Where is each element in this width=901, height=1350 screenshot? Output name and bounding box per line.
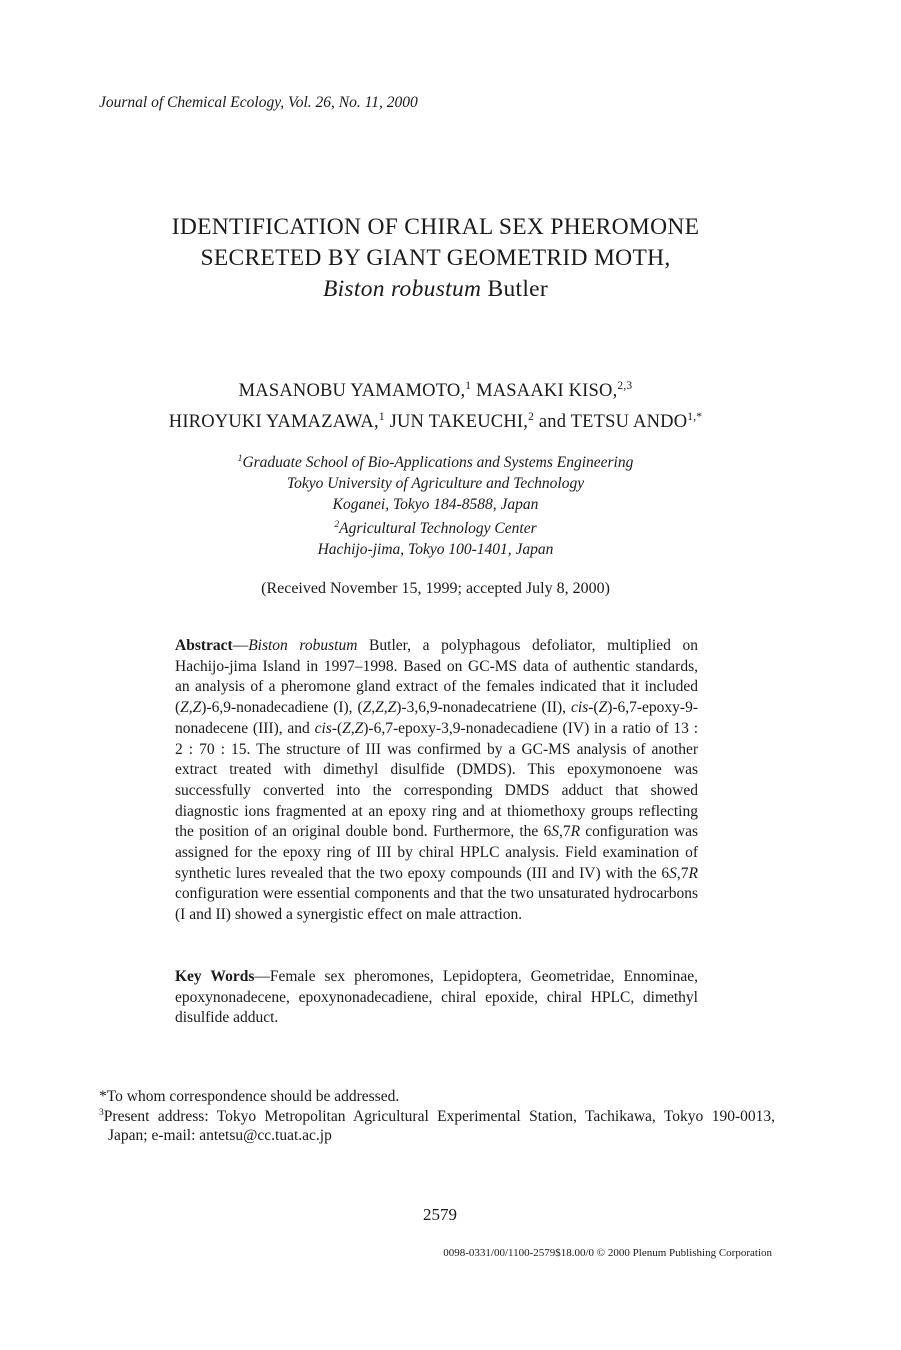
received-dates: (Received November 15, 1999; accepted July 8, 2000) [261,580,610,597]
author-affil-sup: 2 [528,410,535,423]
author-affil-sup: 1 [465,379,472,392]
key-words-label: Key Words [175,968,255,985]
key-words-text: Female sex pheromones, Lepidoptera, Geometridae, Ennominae, epoxynonadecene, epoxynonadecadiene, chiral epoxide, chiral HPLC, dimethyl disulfide adduct. [175,968,698,1027]
author-affil-sup: 1,* [687,410,703,423]
footnote-corresponding: *To whom correspondence should be addressed. [99,1088,400,1105]
author-affil-sup: 1 [378,410,385,423]
title-authority: Butler [487,276,549,302]
author-list [0,376,871,438]
abstract: Abstract—Biston robustum Butler, a polyphagous defoliator, multiplied on Hachijo-jima Island in 1997–1998. Based on GC-MS data of authentic standards, an analysis of a pheromone gland extract of the females indicated that it included (Z,Z)-6,9-nonadecadiene (I), (Z,Z,Z)-3,6,9-nonadecatriene (II), cis-(Z)-6,7-epoxy-9-nonadecene (III), and cis-(Z,Z)-6,7-epoxy-3,9-nonadecadiene (IV) in a ratio of 13 : 2 : 70 : 15. The structure of III was confirmed by a GC-MS analysis of another extract treated with dimethyl disulfide (DMDS). This epoxymonoene was successfully converted into the corresponding DMDS adduct that showed diagnostic ions fragmented at an epoxy ring and at thiomethoxy groups reflecting the position of an original double bond. Furthermore, the 6S,7R configuration was assigned for the epoxy ring of III by chiral HPLC analysis. Field examination of synthetic lures revealed that the two epoxy compounds (III and IV) with the 6S,7R configuration were essential components and that the two unsaturated hydrocarbons (I and II) showed a synergistic effect on male attraction. [175,637,699,924]
journal-header: Journal of Chemical Ecology, Vol. 26, No. 11, 2000 [99,94,418,111]
title-line-3 [0,274,871,305]
footnote-present-address: $^3$Present address: Tokyo Metropolitan Agricultural Experimental Station, Tachikawa, Tokyo 190-0013, Japan; e-mail: antetsu@cc.tuat.ac.jp [99,1106,775,1144]
affil-sup: 1 [237,452,243,464]
footnotes [99,1087,775,1146]
title-species: Biston robustum [322,276,482,302]
author-affil-sup: 2,3 [617,379,633,392]
author-name: MASANOBU YAMAMOTO, [238,381,466,401]
author-name: HIROYUKI YAMAZAWA, [168,412,379,432]
affiliation-1-line-2: Tokyo University of Agriculture and Technology [286,475,585,492]
page-number: 2579 [423,1205,457,1224]
affil-sup: 2 [334,518,340,530]
affiliation-1-line-3: Koganei, Tokyo 184-8588, Japan [332,496,539,513]
author-name: MASAAKI KISO, [476,381,618,401]
footnote-sup: 3 [99,1106,104,1118]
affiliation-2-line-2: Hachijo-jima, Tokyo 100-1401, Japan [317,541,554,558]
affiliation-2-line-1: $^2$Agricultural Technology Center [334,518,537,537]
author-line-1 [0,376,871,407]
paper-title [0,212,871,305]
copyright-line: 0098-0331/00/1100-2579$18.00/0 © 2000 Plenum Publishing Corporation [443,1247,772,1259]
author-name: TETSU ANDO [570,412,688,432]
key-words: Key Words—Female sex pheromones, Lepidoptera, Geometridae, Ennominae, epoxynonadecene, epoxynonadecadiene, chiral epoxide, chiral HPLC, dimethyl disulfide adduct. [175,968,698,1027]
author-name: JUN TAKEUCHI, [389,412,529,432]
abstract-label: Abstract [175,637,233,654]
affiliations [0,452,871,560]
title-line-1: IDENTIFICATION OF CHIRAL SEX PHEROMONE [171,214,700,240]
author-conjunction: and [538,412,567,432]
author-line-2 [0,407,871,438]
title-line-2: SECRETED BY GIANT GEOMETRID MOTH, [200,245,671,271]
affiliation-1-line-1: $^1$Graduate School of Bio-Applications and Systems Engineering [237,452,634,471]
